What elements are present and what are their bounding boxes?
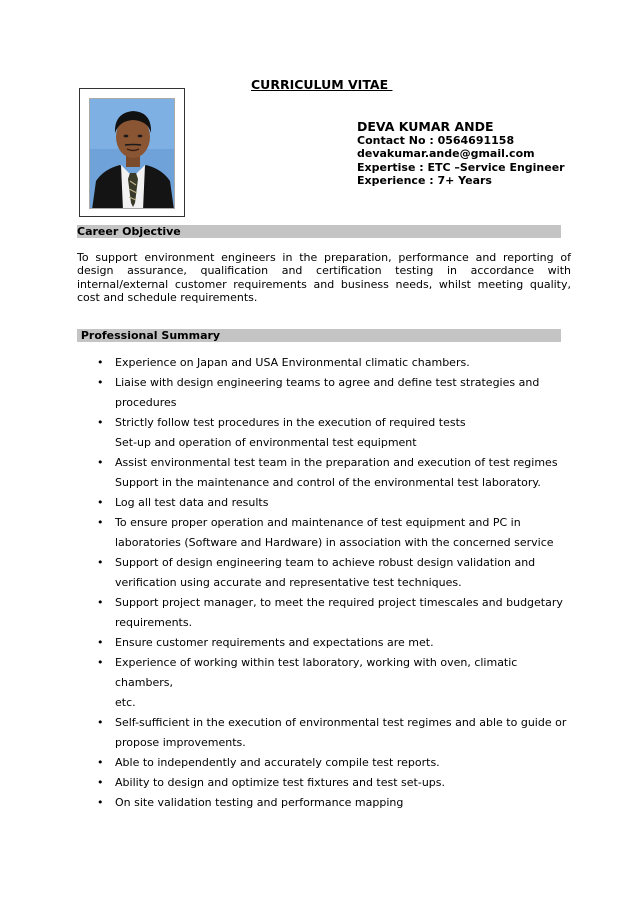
- summary-list-item: [77, 753, 577, 773]
- summary-item-line: requirements.: [115, 616, 193, 629]
- bullet-icon: •: [97, 516, 104, 529]
- summary-list-item: [77, 653, 577, 713]
- candidate-name: DEVA KUMAR ANDE: [357, 119, 494, 134]
- cv-title: CURRICULUM VITAE: [251, 77, 393, 92]
- summary-item-line: Support of design engineering team to achieve robust design validation and: [115, 556, 536, 569]
- summary-list-item: [77, 493, 577, 513]
- summary-item-line: procedures: [115, 396, 177, 409]
- summary-item-line: Self-sufficient in the execution of environmental test regimes and able to guide or: [115, 716, 567, 729]
- professional-summary-list: [77, 353, 577, 813]
- summary-list-item: [77, 593, 577, 633]
- summary-item-line: Ability to design and optimize test fixtures and test set-ups.: [115, 776, 445, 789]
- career-objective-heading: Career Objective: [77, 225, 561, 238]
- summary-item-line: Experience on Japan and USA Environmental climatic chambers.: [115, 356, 470, 369]
- bullet-icon: •: [97, 756, 104, 769]
- bullet-icon: •: [97, 376, 104, 389]
- contact-expertise: Expertise : ETC –Service Engineer: [357, 160, 565, 174]
- bullet-icon: •: [97, 656, 104, 669]
- contact-block: [357, 119, 565, 187]
- summary-list-item: [77, 453, 577, 493]
- summary-list-item: [77, 413, 577, 453]
- summary-list-item: [77, 633, 577, 653]
- bullet-icon: •: [97, 596, 104, 609]
- summary-item-line: laboratories (Software and Hardware) in association with the concerned service: [115, 536, 554, 549]
- summary-item-line: On site validation testing and performance mapping: [115, 796, 404, 809]
- summary-list-item: [77, 553, 577, 593]
- summary-item-line: Liaise with design engineering teams to agree and define test strategies and: [115, 376, 540, 389]
- bullet-icon: •: [97, 456, 104, 469]
- summary-item-line: Strictly follow test procedures in the execution of required tests: [115, 416, 466, 429]
- bullet-icon: •: [97, 556, 104, 569]
- summary-item-line: Support project manager, to meet the required project timescales and budgetary: [115, 596, 563, 609]
- profile-photo-frame: [79, 88, 185, 217]
- bullet-icon: •: [97, 356, 104, 369]
- profile-photo: [89, 98, 175, 209]
- contact-email: devakumar.ande@gmail.com: [357, 147, 535, 161]
- summary-item-line: Able to independently and accurately compile test reports.: [115, 756, 440, 769]
- summary-list-item: [77, 513, 577, 553]
- contact-experience: Experience : 7+ Years: [357, 173, 492, 187]
- professional-summary-heading: Professional Summary: [77, 329, 561, 342]
- summary-list-item: [77, 373, 577, 413]
- bullet-icon: •: [97, 636, 104, 649]
- summary-item-line: Ensure customer requirements and expectations are met.: [115, 636, 434, 649]
- summary-item-line: Experience of working within test laboratory, working with oven, climatic chambers,: [115, 656, 518, 689]
- person-portrait-icon: [90, 99, 175, 209]
- summary-item-line: propose improvements.: [115, 736, 246, 749]
- summary-list-item: [77, 773, 577, 793]
- summary-list-item: [77, 713, 577, 753]
- summary-item-line: Assist environmental test team in the preparation and execution of test regimes: [115, 456, 558, 469]
- summary-item-line: verification using accurate and representative test techniques.: [115, 576, 462, 589]
- summary-item-line: Support in the maintenance and control of the environmental test laboratory.: [115, 476, 541, 489]
- summary-list-item: [77, 793, 577, 813]
- summary-item-line: Set-up and operation of environmental test equipment: [115, 436, 417, 449]
- summary-item-line: To ensure proper operation and maintenance of test equipment and PC in: [115, 516, 521, 529]
- contact-phone: Contact No : 0564691158: [357, 134, 515, 147]
- bullet-icon: •: [97, 416, 104, 429]
- summary-item-line: Log all test data and results: [115, 496, 269, 509]
- career-objective-text: To support environment engineers in the preparation, performance and reporting of design assurance, qualification and certification testing in accordance with internal/external customer requirements and business needs, whilst meeting quality, cost and schedule requirements.: [77, 251, 571, 304]
- bullet-icon: •: [97, 716, 104, 729]
- summary-item-line: etc.: [115, 696, 136, 709]
- summary-list-item: [77, 353, 577, 373]
- bullet-icon: •: [97, 796, 104, 809]
- bullet-icon: •: [97, 776, 104, 789]
- bullet-icon: •: [97, 496, 104, 509]
